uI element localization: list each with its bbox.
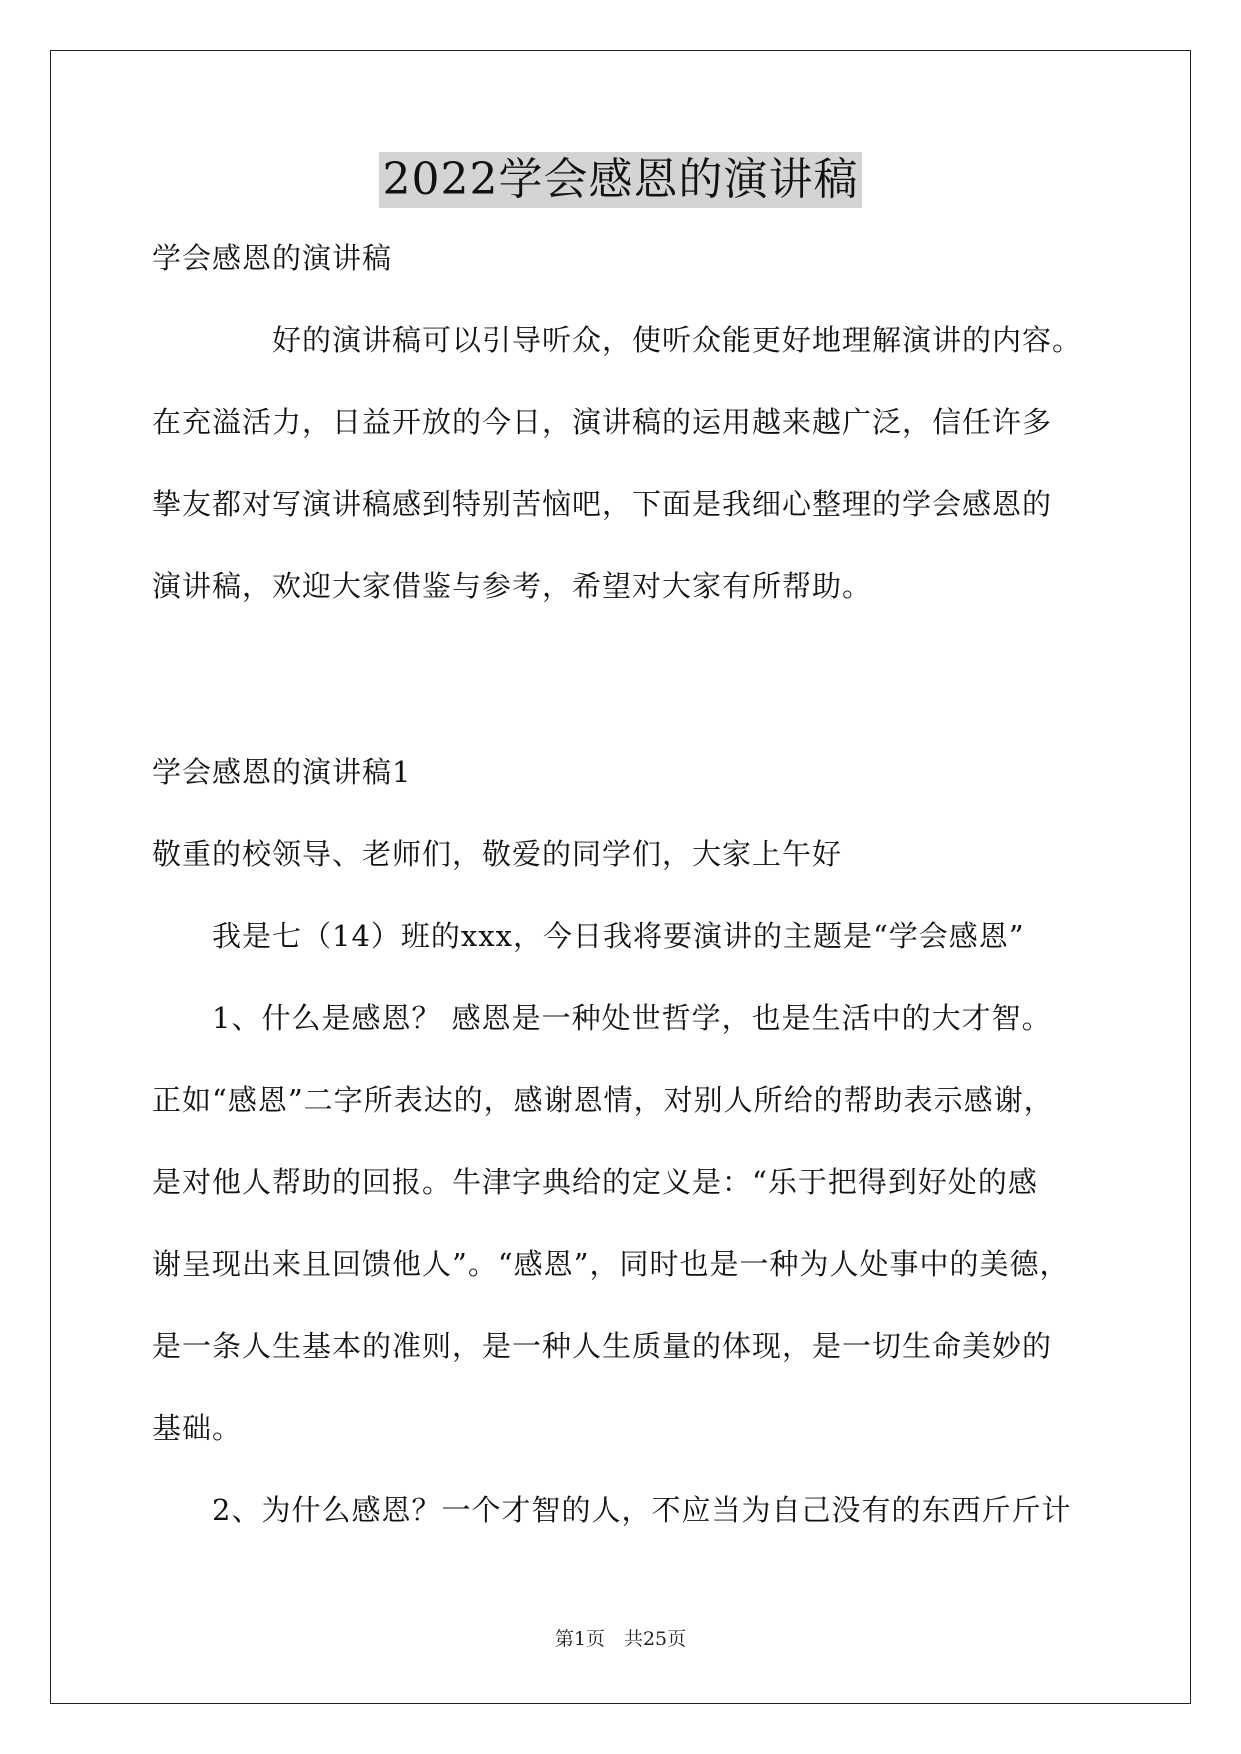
paragraph-line: 正如“感恩”二字所表达的，感谢恩情，对别人所给的帮助表示感谢， <box>152 1083 1054 1117</box>
page-number: 第1页 共25页 <box>554 1628 687 1650</box>
paragraph-line: 基础。 <box>152 1411 243 1445</box>
page-border <box>50 50 1191 1704</box>
paragraph-line: 演讲稿，欢迎大家借鉴与参考，希望对大家有所帮助。 <box>152 569 873 603</box>
page-footer <box>0 1626 1241 1652</box>
paragraph-line: 2、为什么感恩？一个才智的人，不应当为自己没有的东西斤斤计 <box>152 1493 1072 1527</box>
paragraph-line: 是一条人生基本的准则，是一种人生质量的体现，是一切生命美妙的 <box>152 1329 1053 1363</box>
paragraph-line: 敬重的校领导、老师们，敬爱的同学们，大家上午好 <box>152 837 843 871</box>
paragraph-line: 谢呈现出来且回馈他人”。“感恩”，同时也是一种为人处事中的美德， <box>152 1247 1070 1281</box>
title-container <box>0 152 1241 208</box>
paragraph-line: 我是七（14）班的xxx，今日我将要演讲的主题是“学会感恩” <box>152 919 1025 953</box>
document-title: 2022学会感恩的演讲稿 <box>379 152 863 208</box>
section-heading: 学会感恩的演讲稿1 <box>152 755 412 789</box>
paragraph-line: 是对他人帮助的回报。牛津字典给的定义是：“乐于把得到好处的感 <box>152 1165 1038 1199</box>
paragraph-line: 在充溢活力，日益开放的今日，演讲稿的运用越来越广泛，信任许多 <box>152 405 1053 439</box>
paragraph-line: 1、什么是感恩？ 感恩是一种处世哲学，也是生活中的大才智。 <box>152 1001 1052 1035</box>
paragraph-line: 好的演讲稿可以引导听众，使听众能更好地理解演讲的内容。 <box>152 323 1083 357</box>
paragraph-line: 挚友都对写演讲稿感到特别苦恼吧，下面是我细心整理的学会感恩的 <box>152 487 1053 521</box>
paragraph-line: 学会感恩的演讲稿 <box>152 241 393 275</box>
